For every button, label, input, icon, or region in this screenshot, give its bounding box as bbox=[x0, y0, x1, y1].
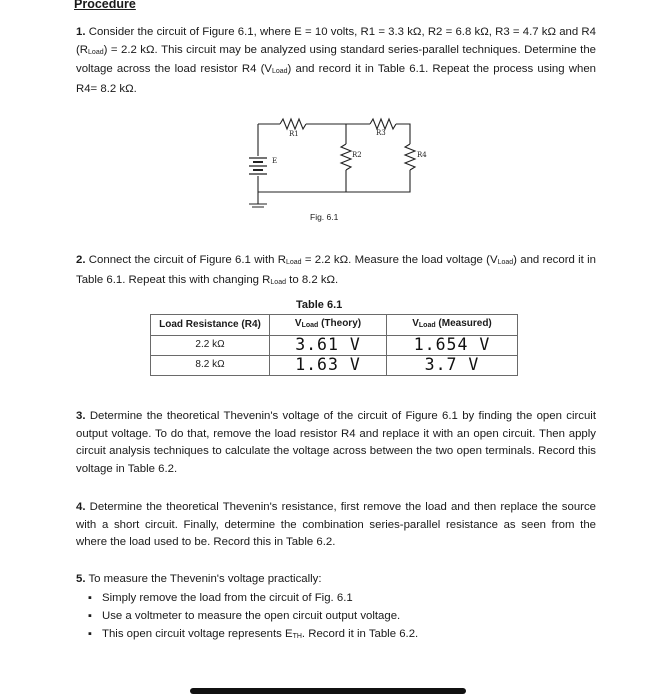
row-1-measured: 1.654 V bbox=[387, 335, 518, 355]
step-2 bbox=[76, 252, 596, 291]
header-measured bbox=[387, 315, 518, 336]
wire-top-right bbox=[396, 124, 410, 144]
row-2-measured: 3.7 V bbox=[387, 355, 518, 375]
step-5-bullets bbox=[86, 589, 418, 646]
row-2-load: 8.2 kΩ bbox=[151, 355, 270, 375]
wire-bottom bbox=[258, 170, 410, 192]
step-2-text-c: ) and record it in Table 6.1. Repeat this with changing R bbox=[76, 254, 596, 286]
table-title: Table 6.1 bbox=[296, 299, 343, 311]
label-e: E bbox=[272, 157, 278, 165]
row-1-theory: 3.61 V bbox=[270, 335, 387, 355]
figure-caption: Fig. 6.1 bbox=[310, 212, 339, 222]
step-2-text-b: = 2.2 kΩ. Measure the load voltage (V bbox=[301, 254, 498, 266]
label-r2: R2 bbox=[352, 151, 362, 159]
table-header-row bbox=[151, 315, 518, 336]
header-measured-sub: Load bbox=[418, 322, 436, 329]
label-r3: R3 bbox=[376, 129, 386, 137]
list-item: ▪ Use a voltmeter to measure the open circuit output voltage. bbox=[86, 607, 418, 625]
step-2-number: 2. bbox=[76, 254, 86, 266]
list-item: ▪ Simply remove the load from the circuit of Fig. 6.1 bbox=[86, 589, 418, 607]
label-r4: R4 bbox=[417, 151, 427, 159]
resistor-r2 bbox=[341, 144, 351, 170]
resistor-r3 bbox=[370, 119, 396, 129]
step-4 bbox=[76, 499, 596, 552]
step-5 bbox=[76, 571, 596, 589]
step-4-text: Determine the theoretical Thevenin's resistance, first remove the load and then replace the source with a short circuit. Finally, determine the combination series-parallel resistance as seen from the where the load used to be. Record this in Table 6.2. bbox=[76, 501, 596, 548]
step-1-text-c: ) and record it in Table 6.1. Repeat the process using when R4= 8.2 kΩ. bbox=[76, 63, 596, 95]
step-2-text-a: Connect the circuit of Figure 6.1 with R bbox=[88, 254, 286, 266]
step-1-number: 1. bbox=[76, 26, 86, 38]
table-row bbox=[151, 335, 518, 355]
header-theory bbox=[270, 315, 387, 336]
bullet-3-text-a: This open circuit voltage represents E bbox=[102, 628, 293, 640]
step-2-sub-a: Load bbox=[285, 259, 302, 266]
circuit-diagram bbox=[236, 100, 436, 208]
header-theory-rest: (Theory) bbox=[318, 318, 362, 329]
ground-symbol bbox=[249, 204, 267, 207]
table-row bbox=[151, 355, 518, 375]
row-2-theory: 1.63 V bbox=[270, 355, 387, 375]
header-theory-v: V bbox=[294, 318, 302, 329]
step-3-number: 3. bbox=[76, 410, 86, 422]
bullet-3-sub: TH bbox=[292, 633, 302, 640]
step-2-sub-c: Load bbox=[270, 278, 286, 286]
home-indicator-bar[interactable] bbox=[190, 688, 466, 694]
resistor-r4 bbox=[405, 144, 415, 170]
step-3-text: Determine the theoretical Thevenin's voltage of the circuit of Figure 6.1 by finding the open circuit output voltage. To do that, remove the load resistor R4 and replace it with an open circuit. Then apply circuit analysis techniques to calculate the voltage across between the two open terminals. Record this voltage in Table 6.2. bbox=[76, 410, 596, 475]
list-item bbox=[86, 625, 418, 646]
step-1-sub-a: Load bbox=[88, 48, 104, 56]
step-3 bbox=[76, 408, 596, 478]
step-2-sub-b: Load bbox=[497, 259, 514, 266]
header-measured-v: V bbox=[412, 318, 419, 329]
battery-symbol bbox=[249, 158, 267, 174]
resistor-r1 bbox=[280, 119, 306, 129]
label-r1: R1 bbox=[289, 130, 299, 138]
header-theory-sub: Load bbox=[301, 322, 319, 329]
step-1 bbox=[76, 24, 596, 98]
row-1-load: 2.2 kΩ bbox=[151, 335, 270, 355]
step-5-number: 5. bbox=[76, 573, 86, 585]
step-5-text: To measure the Thevenin's voltage practically: bbox=[88, 573, 322, 585]
bullet-3-text-b: . Record it in Table 6.2. bbox=[301, 628, 419, 640]
header-load: Load Resistance (R4) bbox=[151, 315, 270, 336]
results-table bbox=[150, 314, 518, 376]
step-2-text-d: to 8.2 kΩ. bbox=[285, 273, 339, 286]
step-4-number: 4. bbox=[76, 501, 86, 513]
step-1-sub-b: Load bbox=[271, 68, 288, 75]
page-heading: Procedure bbox=[74, 0, 136, 11]
header-measured-rest: (Measured) bbox=[435, 318, 492, 329]
step-1-text-a: Consider the circuit of Figure 6.1, where E = 10 volts, R1 = 3.3 kΩ, R2 = 6.8 kΩ, R3 = 4.7 kΩ and R4 (R bbox=[76, 26, 596, 56]
step-1-text-b: ) = 2.2 kΩ. This circuit may be analyzed using standard series-parallel techniques. Determine the voltage across the load resistor R4 (V bbox=[76, 43, 596, 75]
